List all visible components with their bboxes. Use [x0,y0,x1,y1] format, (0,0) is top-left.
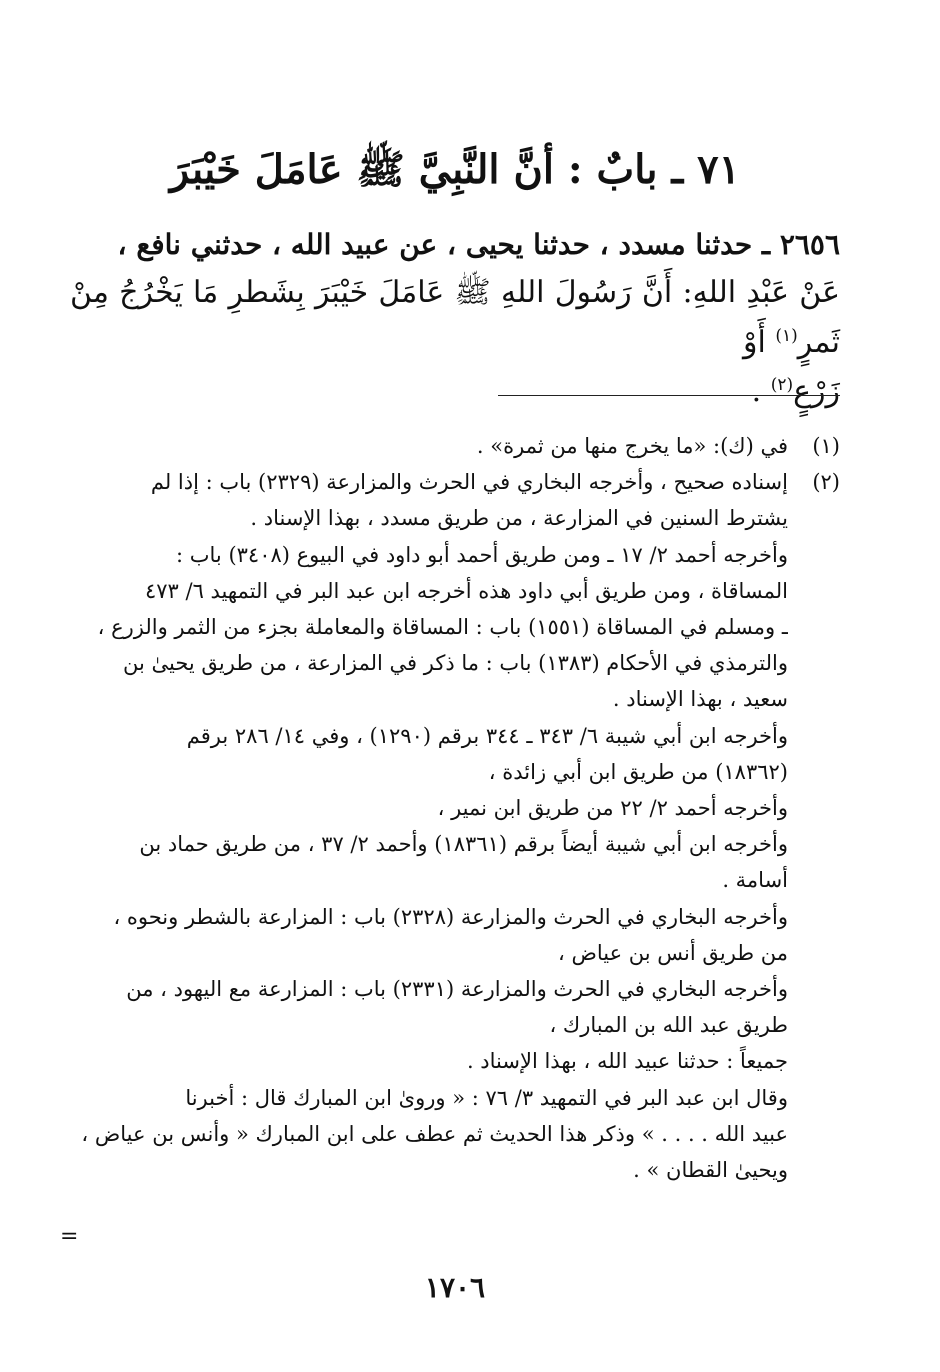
book-page [60,0,840,1372]
footnote-separator [498,395,840,396]
hadith-text [70,222,840,416]
footnote-line: وأخرجه ابن أبي شيبة ٦/ ٣٤٣ ـ ٣٤٤ برقم (١٢٩٠) ، وفي ١٤/ ٢٨٦ برقم [186,723,788,748]
footnote-line: وأخرجه أحمد ٢/ ١٧ ـ ومن طريق أحمد أبو داود في البيوع (٣٤٠٨) باب : [176,542,788,567]
footnote-reference-1: (١) [775,326,798,346]
hadith-end-punctuation: . [751,374,771,409]
hadith-matn-text-end: أَوْ [742,325,776,360]
footnote-line: جميعاً : حدثنا عبيد الله ، بهذا الإسناد . [466,1049,788,1074]
footnote [70,464,840,1188]
footnote-line: يشترط السنين في المزارعة ، من طريق مسدد ، بهذا الإسناد . [250,506,788,531]
footnote-line: المساقاة ، ومن طريق أبي داود هذه أخرجه ابن عبد البر في التمهيد ٦/ ٤٧٣ [144,578,788,603]
footnotes-section [70,428,840,1188]
footnote-line: وأخرجه أحمد ٢/ ٢٢ من طريق ابن نمير ، [437,796,788,821]
footnote-line: طريق عبد الله بن المبارك ، [549,1013,788,1038]
footnote-line: ـ ومسلم في المساقاة (١٥٥١) باب : المساقاة والمعاملة بجزء من الثمر والزرع ، [97,615,788,640]
hadith-matn-word: زَرْعٍ [793,374,840,409]
footnote-line: عبيد الله . . . . » وذكر هذا الحديث ثم عطف على ابن المبارك « وأنس بن عياض ، [81,1121,788,1146]
continuation-mark: = [60,1224,79,1249]
footnote-line: (١٨٣٦٢) من طريق ابن أبي زائدة ، [488,759,788,784]
footnote-line: وأخرجه البخاري في الحرث والمزارعة (٢٣٣١) باب : المزارعة مع اليهود ، من [126,977,788,1002]
hadith-matn-line-2 [70,368,840,416]
footnote-line: وأخرجه ابن أبي شيبة أيضاً برقم (١٨٣٦١) وأحمد ٢/ ٣٧ ، من طريق حماد بن [139,832,788,857]
footnote-line: ويحيىٰ القطان » . [633,1158,788,1183]
footnote-line: وقال ابن عبد البر في التمهيد ٣/ ٧٦ : « وروىٰ ابن المبارك قال : أخبرنا [185,1085,788,1110]
hadith-matn-line-1 [70,268,840,368]
hadith-isnad: ٢٦٥٦ ـ حدثنا مسدد ، حدثنا يحيى ، عن عبيد الله ، حدثني نافع ، [117,228,840,261]
page-number: ١٧٠٦ [424,1271,486,1304]
footnote-line: سعيد ، بهذا الإسناد . [612,687,788,712]
footnote-number: (٢) [812,470,840,495]
footnote-line: أسامة . [722,868,788,893]
footnote-line: وأخرجه البخاري في الحرث والمزارعة (٢٣٢٨) باب : المزارعة بالشطر ونحوه ، [113,904,788,929]
footnote-line: من طريق أنس بن عياض ، [558,940,788,965]
footnote-line: إسناده صحيح ، وأخرجه البخاري في الحرث والمزارعة (٢٣٢٩) باب : إذا لم [150,470,788,495]
footnote-reference-2: (٢) [770,375,794,395]
footnote [70,428,840,464]
chapter-title: ٧١ ـ بابٌ : أنَّ النَّبِيَّ ﷺ عَامَلَ خَيْبَرَ [169,146,741,193]
footnote-number: (١) [812,434,840,458]
hadith-matn-text: عَنْ عَبْدِ اللهِ: أَنَّ رَسُولَ اللهِ ﷺ عَامَلَ خَيْبَرَ بِشَطرِ مَا يَخْرُجُ مِنْ ثَمرٍ [70,275,840,360]
footnote-line: في (ك): «ما يخرج منها من ثمرة» . [476,434,788,458]
footnote-line: والترمذي في الأحكام (١٣٨٣) باب : ما ذكر في المزارعة ، من طريق يحيىٰ بن [123,651,788,676]
